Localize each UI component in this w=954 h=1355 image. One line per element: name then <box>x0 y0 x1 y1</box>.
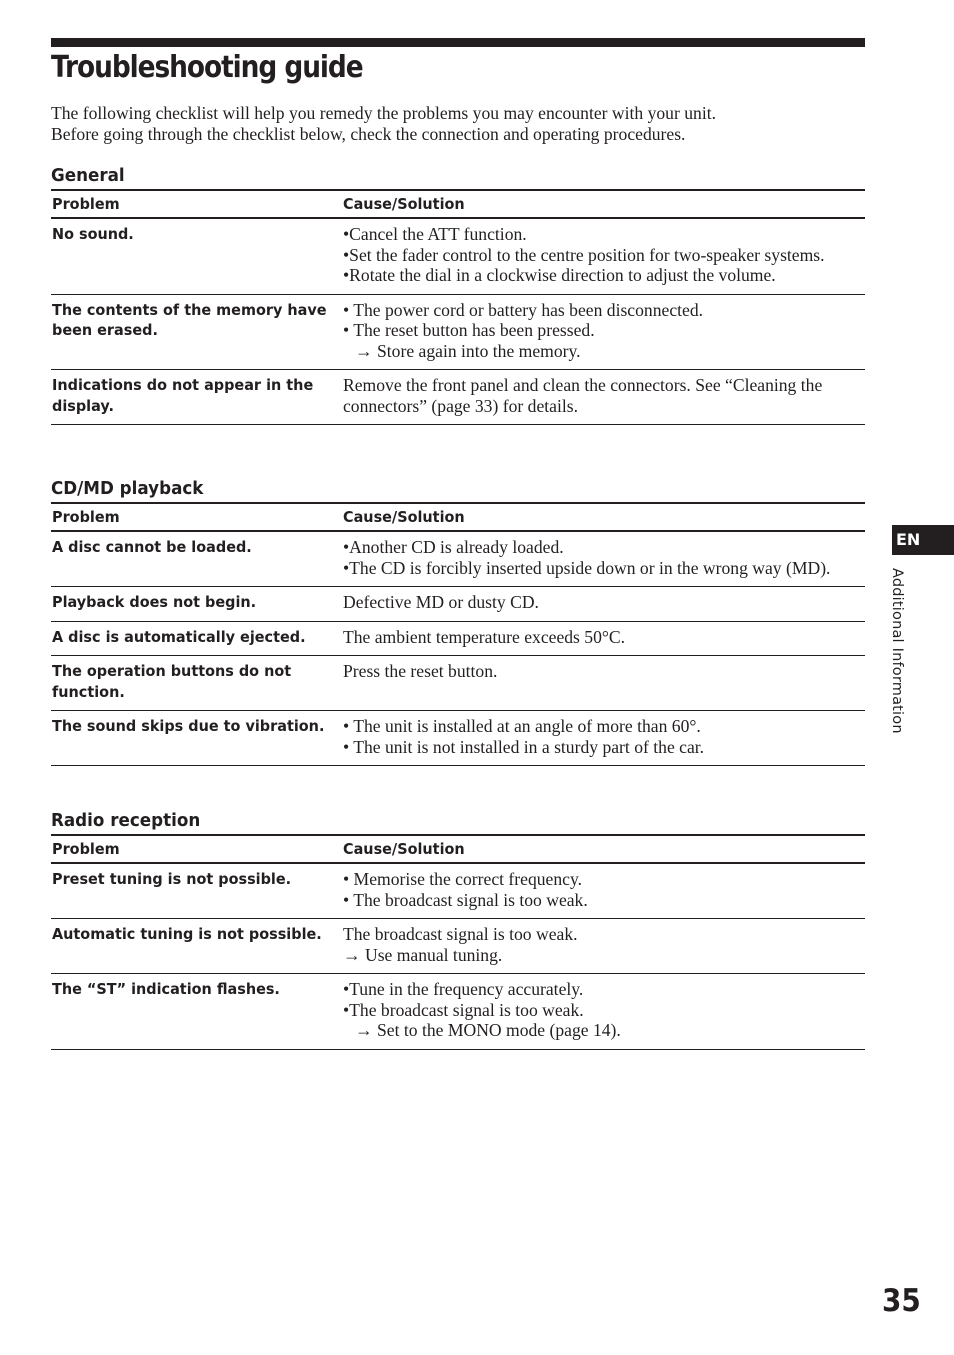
problem-cell: Automatic tuning is not possible. <box>52 925 322 943</box>
solution-cell: Defective MD or dusty CD. <box>343 592 539 612</box>
section-radio-reception <box>51 810 865 1050</box>
table-row <box>51 621 865 656</box>
solution-header: Cause/Solution <box>343 195 465 213</box>
solution-cell: •Tune in the frequency accurately. •The broadcast signal is too weak. → Set to the MONO mode (page 14). <box>343 979 621 1040</box>
table-row <box>51 531 865 587</box>
intro-text <box>51 103 871 144</box>
troubleshooting-table-radio <box>51 834 865 1050</box>
intro-line-2: Before going through the checklist below, check the connection and operating procedures. <box>51 123 686 144</box>
section-title: CD/MD playback <box>51 478 204 499</box>
problem-cell: A disc is automatically ejected. <box>52 627 306 646</box>
problem-cell: The contents of the memory have been erased. <box>52 300 327 339</box>
solution-cell: The ambient temperature exceeds 50°C. <box>343 626 626 647</box>
solution-cell: • The power cord or battery has been disconnected. • The reset button has been pressed. → Store again into the memory. <box>343 299 704 361</box>
intro-line-1: The following checklist will help you remedy the problems you may encounter with your unit. <box>51 103 716 123</box>
problem-header: Problem <box>52 840 120 858</box>
table-row <box>51 863 865 919</box>
table-header-row <box>51 503 865 531</box>
table-row <box>51 919 865 974</box>
troubleshooting-table-general <box>51 189 865 425</box>
problem-cell: Indications do not appear in the display. <box>52 376 314 415</box>
table-row <box>51 370 865 425</box>
problem-cell: No sound. <box>52 225 134 243</box>
table-row <box>51 656 865 711</box>
title-rule <box>51 38 865 47</box>
problem-cell: Playback does not begin. <box>52 593 257 611</box>
page-number: 35 <box>882 1283 921 1319</box>
solution-cell: Press the reset button. <box>343 661 498 681</box>
problem-header: Problem <box>52 508 120 526</box>
solution-cell: • The unit is installed at an angle of more than 60°. • The unit is not installed in a sturdy part of the car. <box>343 716 705 757</box>
solution-cell: Remove the front panel and clean the connectors. See “Cleaning the connectors” (page 33) for details. <box>343 375 823 416</box>
solution-header: Cause/Solution <box>343 840 465 858</box>
section-cdmd-playback <box>51 478 865 766</box>
problem-cell: The “ST” indication flashes. <box>52 980 280 998</box>
page-title: Troubleshooting guide <box>51 50 363 85</box>
section-title: Radio reception <box>51 810 201 831</box>
table-row <box>51 218 865 294</box>
section-title: General <box>51 165 125 186</box>
table-header-row <box>51 190 865 218</box>
table-row <box>51 294 865 370</box>
problem-cell: Preset tuning is not possible. <box>52 870 292 888</box>
problem-header: Problem <box>52 195 120 213</box>
solution-cell: •Cancel the ATT function. •Set the fader control to the centre position for two-speaker systems. •Rotate the dial in a clockwise direction to adjust the volume. <box>343 224 825 285</box>
problem-cell: The operation buttons do not function. <box>52 662 292 701</box>
problem-cell: A disc cannot be loaded. <box>52 538 252 556</box>
section-side-label: Additional Information <box>889 568 905 734</box>
table-row <box>51 587 865 622</box>
solution-cell: •Another CD is already loaded. •The CD is forcibly inserted upside down or in the wrong way (MD). <box>343 537 831 578</box>
troubleshooting-table-cdmd <box>51 502 865 766</box>
table-row <box>51 711 865 766</box>
section-general <box>51 165 865 425</box>
problem-cell: The sound skips due to vibration. <box>52 717 325 735</box>
table-row <box>51 974 865 1050</box>
solution-cell: The broadcast signal is too weak. → Use manual tuning. <box>343 924 578 965</box>
table-header-row <box>51 835 865 863</box>
solution-cell: • Memorise the correct frequency. • The broadcast signal is too weak. <box>343 869 588 910</box>
solution-header: Cause/Solution <box>343 508 465 526</box>
language-tab: EN <box>892 525 954 555</box>
